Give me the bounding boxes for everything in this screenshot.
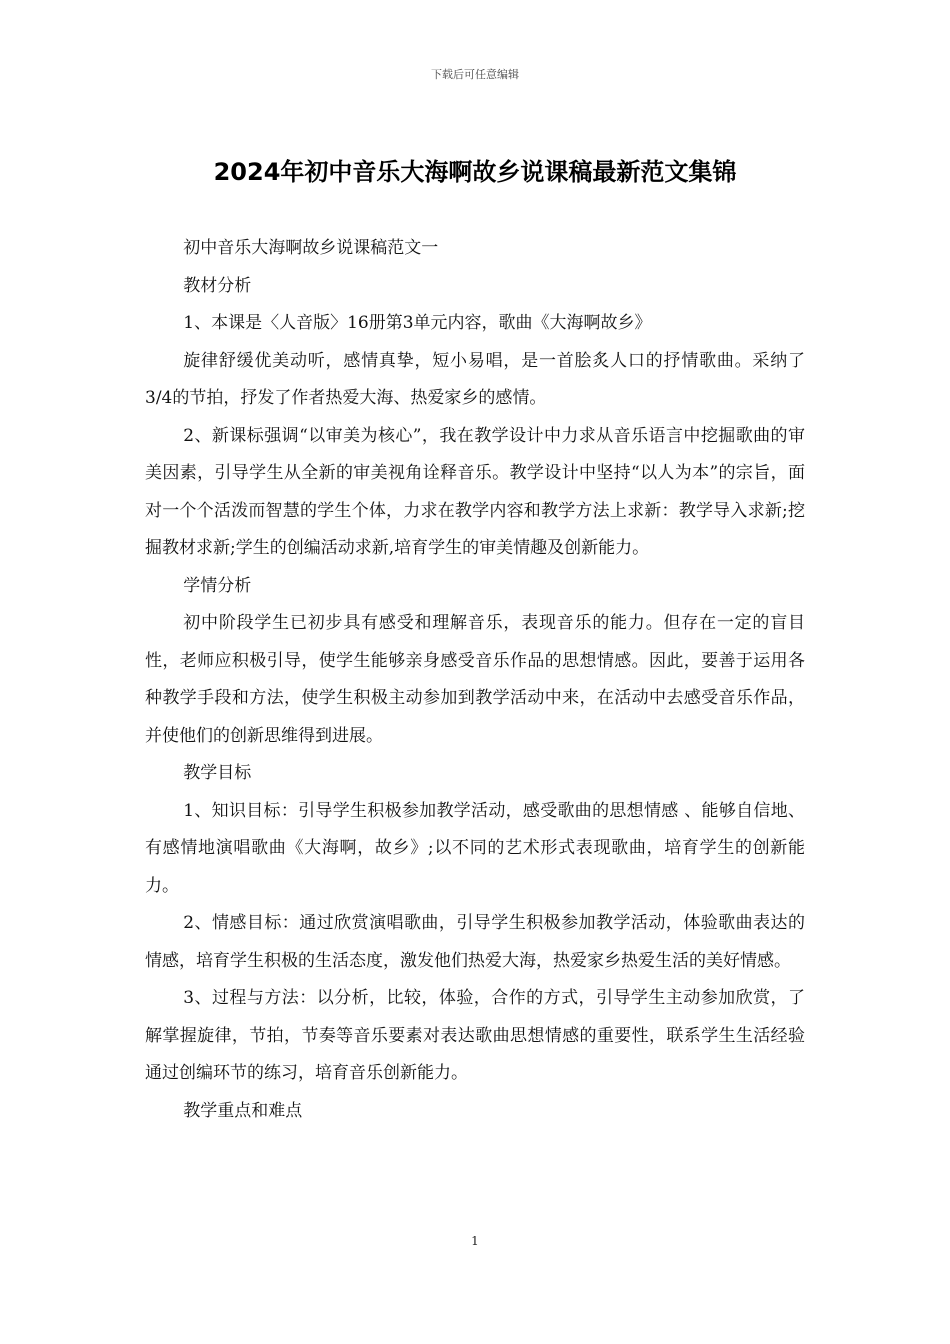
paragraph: 初中阶段学生已初步具有感受和理解音乐，表现音乐的能力。但存在一定的盲目性，老师应积极引导，使学生能够亲身感受音乐作品的思想情感。因此，要善于运用各种教学手段和方法，使学生积极主动参加到教学活动中来，在活动中去感受音乐作品，并使他们的创新思维得到进展。 [145, 613, 805, 746]
paragraph: 3、过程与方法：以分析，比较，体验，合作的方式，引导学生主动参加欣赏，了解掌握旋律，节拍，节奏等音乐要素对表达歌曲思想情感的重要性，联系学生生活经验通过创编环节的练习，培育音乐创新能力。 [145, 988, 805, 1083]
paragraph: 1、本课是〈人音版〉16册第3单元内容，歌曲《大海啊故乡》 [183, 313, 652, 333]
page-number: 1 [471, 1234, 479, 1248]
header-note: 下载后可任意编辑 [431, 68, 519, 81]
document-title: 2024年初中音乐大海啊故乡说课稿最新范文集锦 [213, 158, 737, 186]
section-heading-textbook-analysis: 教材分析 [183, 275, 252, 296]
section-heading-key-points: 教学重点和难点 [183, 1100, 303, 1121]
section-heading-student-analysis: 学情分析 [183, 575, 252, 596]
paragraph: 2、新课标强调“以审美为核心”，我在教学设计中力求从音乐语言中挖掘歌曲的审美因素，引导学生从全新的审美视角诠释音乐。教学设计中坚持“以人为本”的宗旨，面对一个个活泼而智慧的学生个体，力求在教学内容和教学方法上求新：教学导入求新;挖掘教材求新;学生的创编活动求新,培育学生的审美情趣及创新能力。 [145, 425, 805, 558]
section-heading-teaching-goals: 教学目标 [183, 763, 252, 783]
paragraph: 1、知识目标：引导学生积极参加教学活动，感受歌曲的思想情感 、能够自信地、有感情地演唱歌曲《大海啊，故乡》;以不同的艺术形式表现歌曲，培育学生的创新能力。 [145, 800, 805, 896]
paragraph: 2、情感目标：通过欣赏演唱歌曲，引导学生积极参加教学活动，体验歌曲表达的情感，培育学生积极的生活态度，激发他们热爱大海，热爱家乡热爱生活的美好情感。 [145, 913, 805, 971]
document-body [145, 230, 805, 1130]
paragraph-subtitle: 初中音乐大海啊故乡说课稿范文一 [183, 238, 439, 258]
paragraph: 旋律舒缓优美动听，感情真挚，短小易唱，是一首脍炙人口的抒情歌曲。采纳了3/4的节拍，抒发了作者热爱大海、热爱家乡的感情。 [145, 350, 805, 408]
